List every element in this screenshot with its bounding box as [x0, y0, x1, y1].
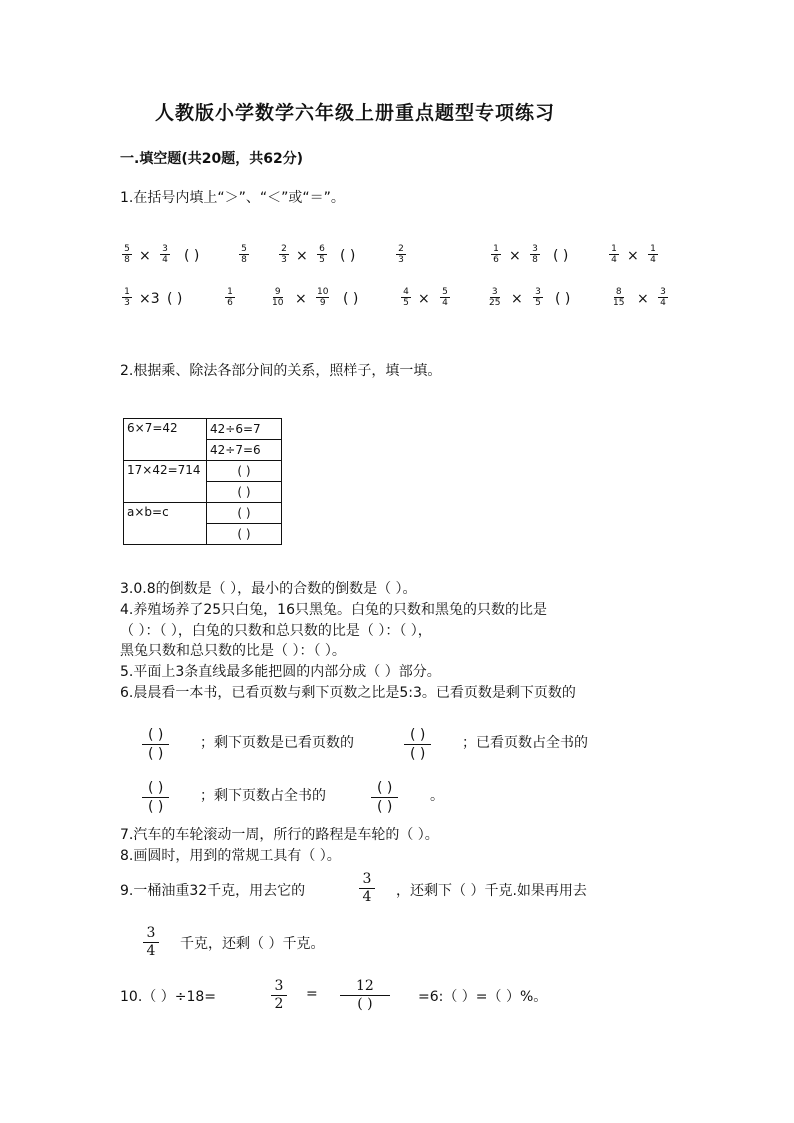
page-title: 人教版小学数学六年级上册重点题型专项练习 — [155, 102, 556, 124]
times-sign: × — [295, 291, 307, 307]
equals-sign: = — [306, 986, 318, 1002]
fraction: $\frac{2}{3}$ — [396, 244, 406, 265]
times-sign: × — [139, 248, 151, 264]
fraction: $\frac{3}{4}$ — [143, 925, 159, 960]
question-6-end: 。 — [430, 788, 444, 804]
answer-blank[interactable]: ( ) — [555, 291, 571, 307]
fraction: $\frac{5}{4}$ — [440, 287, 450, 308]
times-three: ×3 — [139, 291, 160, 307]
question-1-text: 1.在括号内填上“＞”、“＜”或“＝”。 — [120, 190, 345, 206]
fraction: $\frac{3}{4}$ — [658, 287, 668, 308]
paren-fraction: ( ) ( ) — [404, 726, 431, 763]
question-10-part-1: 10.（ ）÷18= — [120, 989, 216, 1005]
times-sign: × — [637, 291, 649, 307]
question-4-line-3: 黑兔只数和总只数的比是（ ）：（ ）。 — [120, 643, 346, 659]
times-sign: × — [627, 248, 639, 264]
paren-fraction: ( ) ( ) — [142, 726, 169, 763]
fraction: 12 ( ) — [340, 978, 390, 1013]
fraction: $\frac{3}{4}$ — [359, 871, 375, 906]
question-10-part-2: =6:（ ）=（ ）%。 — [418, 989, 548, 1005]
table-cell-equation: 17×42=714 — [124, 461, 207, 503]
section-heading: 一.填空题(共20题，共62分) — [120, 151, 304, 167]
fraction: $\frac{2}{3}$ — [279, 244, 289, 265]
times-sign: × — [511, 291, 523, 307]
fraction: $\frac{1}{6}$ — [225, 287, 235, 308]
fraction: $\frac{1}{4}$ — [609, 244, 619, 265]
answer-blank[interactable]: ( ) — [553, 248, 569, 264]
fraction: $\frac{4}{5}$ — [401, 287, 411, 308]
fraction: $\frac{5}{8}$ — [239, 244, 249, 265]
question-7-text: 7.汽车的车轮滚动一周，所行的路程是车轮的（ ）。 — [120, 827, 439, 843]
fraction: $\frac{3}{4}$ — [160, 244, 170, 265]
answer-blank[interactable]: ( ) — [167, 291, 183, 307]
fraction: $\frac{1}{4}$ — [648, 244, 658, 265]
question-8-text: 8.画圆时，用到的常规工具有（ ）。 — [120, 848, 341, 864]
times-sign: × — [296, 248, 308, 264]
fraction: $\frac{9}{10}$ — [272, 287, 284, 308]
question-5-text: 5.平面上3条直线最多能把圆的内部分成（ ）部分。 — [120, 664, 441, 680]
table-cell-derived: 42÷6=7 — [207, 419, 282, 440]
answer-blank[interactable]: ( ) — [184, 248, 200, 264]
question-9-part-2: ，还剩下（ ）千克.如果再用去 — [396, 883, 587, 899]
fraction: $\frac{1}{6}$ — [491, 244, 501, 265]
question-9-part-3: 千克，还剩（ ）千克。 — [180, 936, 325, 952]
table-cell-blank[interactable]: ( ) — [207, 503, 282, 524]
answer-blank[interactable]: ( ) — [343, 291, 359, 307]
fraction: $\frac{8}{15}$ — [613, 287, 625, 308]
answer-blank[interactable]: ( ) — [340, 248, 356, 264]
paren-fraction: ( ) ( ) — [142, 779, 169, 816]
question-6-part-3: ；剩下页数占全书的 — [200, 788, 326, 804]
fraction: $\frac{3}{8}$ — [530, 244, 540, 265]
question-4-line-1: 4.养殖场养了25只白兔，16只黑兔。白兔的只数和黑兔的只数的比是 — [120, 602, 547, 618]
table-cell-blank[interactable]: ( ) — [207, 524, 282, 545]
table-cell-derived: 42÷7=6 — [207, 440, 282, 461]
question-6-part-1: ；剩下页数是已看页数的 — [200, 735, 354, 751]
table-cell-equation: a×b=c — [124, 503, 207, 545]
fraction: $\frac{3}{25}$ — [489, 287, 501, 308]
fraction: $\frac{5}{8}$ — [122, 244, 132, 265]
fraction: $\frac{3}{5}$ — [533, 287, 543, 308]
question-3-text: 3.0.8的倒数是（ ），最小的合数的倒数是（ ）。 — [120, 581, 417, 597]
table-cell-blank[interactable]: ( ) — [207, 461, 282, 482]
question-9-part-1: 9.一桶油重32千克，用去它的 — [120, 883, 306, 899]
times-sign: × — [418, 291, 430, 307]
question-4-line-2: （ ）：（ ），白兔的只数和总只数的比是（ ）：（ ）， — [120, 623, 432, 639]
times-sign: × — [509, 248, 521, 264]
fraction: $\frac{1}{3}$ — [122, 287, 132, 308]
fraction: $\frac{10}{9}$ — [317, 287, 329, 308]
question-6-text: 6.晨晨看一本书，已看页数与剩下页数之比是5:3。已看页数是剩下页数的 — [120, 685, 576, 701]
table-cell-equation: 6×7=42 — [124, 419, 207, 461]
question-2-text: 2.根据乘、除法各部分间的关系，照样子，填一填。 — [120, 363, 442, 379]
question-6-part-2: ；已看页数占全书的 — [462, 735, 588, 751]
fraction: $\frac{3}{2}$ — [271, 978, 287, 1013]
paren-fraction: ( ) ( ) — [371, 779, 398, 816]
fraction: $\frac{6}{5}$ — [317, 244, 327, 265]
table-cell-blank[interactable]: ( ) — [207, 482, 282, 503]
relation-table — [123, 418, 282, 545]
